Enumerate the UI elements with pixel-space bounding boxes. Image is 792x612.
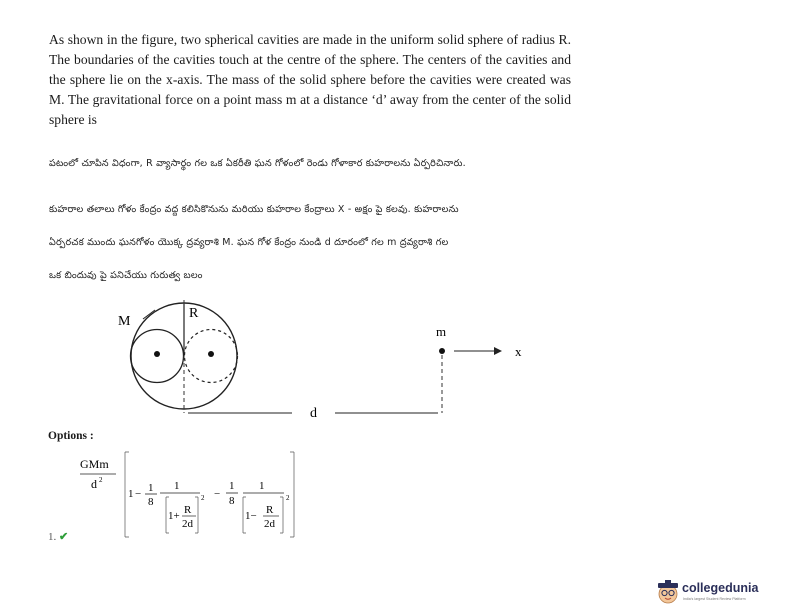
term-1-square: 2 (201, 494, 205, 502)
prefactor-numerator: GMm (80, 457, 109, 471)
term-2-square: 2 (286, 494, 290, 502)
option-1-marker[interactable] (48, 530, 68, 543)
label-m: m (436, 324, 447, 339)
telugu-line-3: ఏర్పరచక ముందు ఘనగోళం యొక్క ద్రవ్యరాశి M. ఘన గోళ కేంద్రం నుండి d దూరంలో గల m ద్రవ్యరాశి గల (49, 237, 449, 248)
label-R: R (189, 306, 199, 321)
frac-2-numerator: 1 (229, 480, 235, 492)
label-x: x (515, 344, 522, 359)
prefactor-denominator: d (91, 477, 97, 491)
term-1-R: R (184, 504, 192, 516)
telugu-line-4: ఒక బిందువు పై పనిచేయు గురుత్వ బలం (49, 270, 203, 281)
correct-check-icon: ✔ (59, 531, 69, 543)
term-2-numerator: 1 (259, 480, 265, 492)
term-1-bracket-right (195, 497, 198, 533)
prefactor-exponent: 2 (99, 476, 103, 484)
term-1-2d: 2d (182, 518, 193, 530)
term-2-bracket-right (280, 497, 283, 533)
option-1-number: 1. (48, 531, 57, 543)
term-1-one-plus: 1+ (168, 510, 180, 522)
frac-1-numerator: 1 (148, 482, 154, 494)
telugu-line-2: కుహరాల తలాలు గోళం కేంద్రం వద్ద కలిసికొనును మరియు కుహరాల కేంద్రాలు X - అక్షం పై కలవు. కుహరాలను (49, 204, 459, 215)
label-M: M (118, 314, 131, 329)
term-2-one-minus: 1− (245, 510, 257, 522)
telugu-line-1: పటంలో చూపిన విధంగా, R వ్యాసార్థం గల ఒక ఏకరీతి ఘన గోళంలో రెండు గోళాకార కుహరాలను ఏర్పరిచినారు. (49, 158, 466, 169)
leading-one: 1 (128, 488, 134, 500)
frac-1-denominator: 8 (148, 496, 154, 508)
term-1-numerator: 1 (174, 480, 180, 492)
middle-minus: − (214, 488, 221, 500)
mascot-icon (654, 578, 682, 606)
term-2-2d: 2d (264, 518, 275, 530)
question-text: As shown in the figure, two spherical cavities are made in the uniform solid sphere of radius R. The boundaries of the cavities touch at the centre of the sphere. The centers of the cavities and the sphere lie on the x-axis. The mass of the solid sphere before the cavities were created was M. The gravitational force on a point mass m at a distance ‘d’ away from the center of the solid sphere is (49, 32, 571, 127)
right-bracket-ends (290, 452, 294, 537)
frac-2-denominator: 8 (229, 495, 235, 507)
label-d: d (310, 406, 317, 421)
options-label: Options : (48, 430, 94, 442)
collegedunia-logo: collegedunia India's largest Student Review Platform (654, 578, 790, 608)
term-2-R: R (266, 504, 274, 516)
leading-minus: − (135, 488, 142, 500)
